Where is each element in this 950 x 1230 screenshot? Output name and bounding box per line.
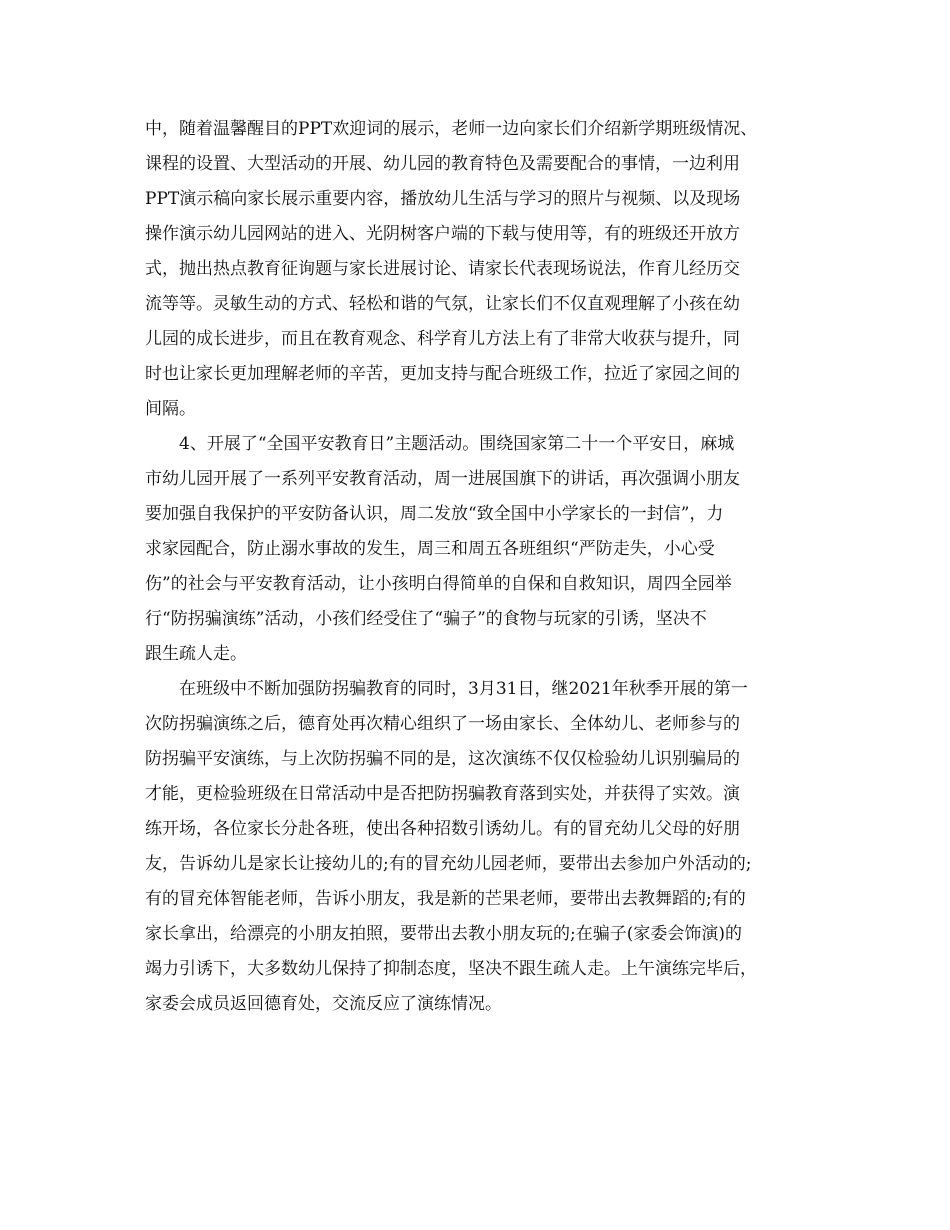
text-line: 时也让家长更加理解老师的辛苦，更加支持与配合班级工作，拉近了家园之间的 [145, 364, 740, 384]
text-line: 间隔。 [145, 399, 196, 419]
text-line: 要加强自我保护的平安防备认识，周二发放“致全国中小学家长的一封信”，力 [145, 504, 724, 524]
text-line: PPT演示稿向家长展示重要内容，播放幼儿生活与学习的照片与视频、以及现场 [145, 189, 741, 209]
text-line: 练开场，各位家长分赴各班，使出各种招数引诱幼儿。有的冒充幼儿父母的好朋 [145, 819, 740, 839]
text-line: 次防拐骗演练之后，德育处再次精心组织了一场由家长、全体幼儿、老师参与的 [145, 714, 740, 734]
text-line: 才能，更检验班级在日常活动中是否把防拐骗教育落到实处，并获得了实效。演 [145, 784, 740, 804]
text-line: 中，随着温馨醒目的PPT欢迎词的展示，老师一边向家长们介绍新学期班级情况、 [145, 119, 758, 139]
paragraph-3 [145, 672, 815, 1022]
text-line: 有的冒充体智能老师，告诉小朋友，我是新的芒果老师，要带出去教舞蹈的;有的 [145, 889, 746, 909]
text-line: 跟生疏人走。 [145, 644, 247, 664]
text-line: 求家园配合，防止溺水事故的发生，周三和周五各班组织“严防走失，小心受 [145, 539, 715, 559]
paragraph-1 [145, 112, 815, 427]
text-line: 儿园的成长进步，而且在教育观念、科学育儿方法上有了非常大收获与提升，同 [145, 329, 740, 349]
text-line: 家委会成员返回德育处，交流反应了演练情况。 [145, 994, 502, 1014]
text-line: 课程的设置、大型活动的开展、幼儿园的教育特色及需要配合的事情，一边利用 [145, 154, 740, 174]
paragraph-2 [145, 427, 815, 672]
text-line-first: 在班级中不断加强防拐骗教育的同时，3月31日，继2021年秋季开展的第一 [179, 679, 748, 699]
text-line: 竭力引诱下，大多数幼儿保持了抑制态度，坚决不跟生疏人走。上午演练完毕后， [145, 959, 757, 979]
text-line: 伤”的社会与平安教育活动，让小孩明白得简单的自保和自救知识，周四全园举 [145, 574, 732, 594]
text-line: 家长拿出，给漂亮的小朋友拍照，要带出去教小朋友玩的;在骗子(家委会饰演)的 [145, 924, 742, 944]
text-line: 友，告诉幼儿是家长让接幼儿的;有的冒充幼儿园老师，要带出去参加户外活动的; [145, 854, 752, 874]
text-line: 流等等。灵敏生动的方式、轻松和谐的气氛，让家长们不仅直观理解了小孩在幼 [145, 294, 740, 314]
text-line: 市幼儿园开展了一系列平安教育活动，周一进展国旗下的讲话，再次强调小朋友 [145, 469, 740, 489]
text-line: 式，抛出热点教育征询题与家长进展讨论、请家长代表现场说法，作育儿经历交 [145, 259, 740, 279]
text-line: 行“防拐骗演练”活动，小孩们经受住了“骗子”的食物与玩家的引诱，坚决不 [145, 609, 707, 629]
text-line: 操作演示幼儿园网站的进入、光阴树客户端的下载与使用等，有的班级还开放方 [145, 224, 740, 244]
text-line: 防拐骗平安演练，与上次防拐骗不同的是，这次演练不仅仅检验幼儿识别骗局的 [145, 749, 740, 769]
text-line-first: 4、开展了“全国平安教育日”主题活动。围绕国家第二十一个平安日，麻城 [179, 434, 735, 454]
document-body [145, 112, 815, 1022]
